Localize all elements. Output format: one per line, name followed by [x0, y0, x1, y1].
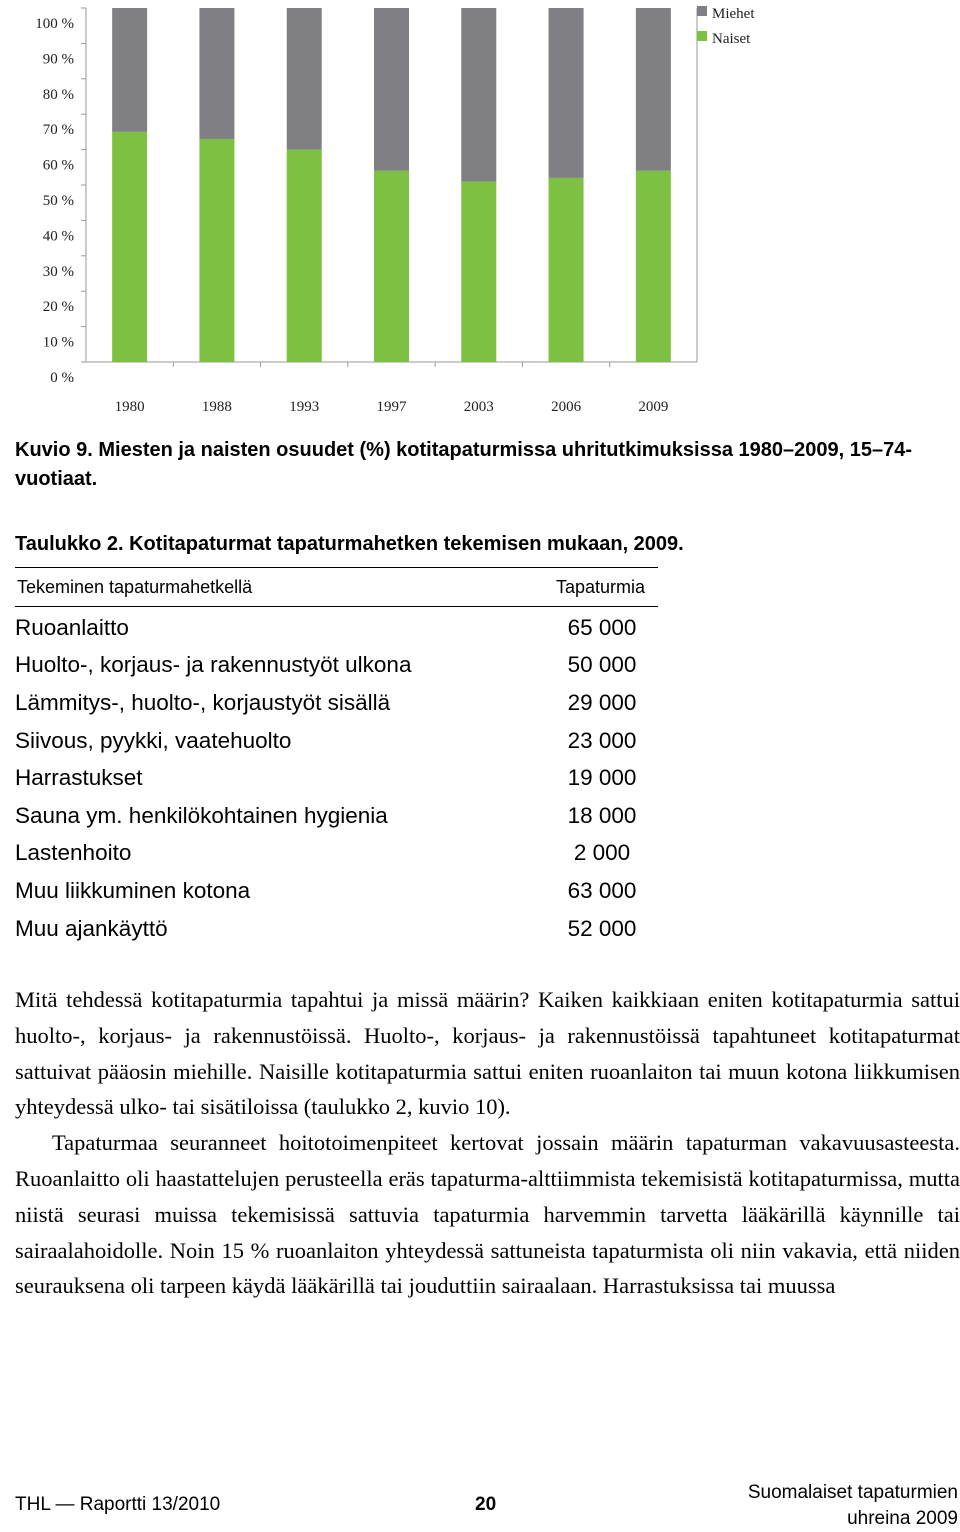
bar-naiset-1988: [199, 139, 234, 362]
bar-miehet-1980: [112, 8, 147, 132]
row-activity: Siivous, pyykki, vaatehuolto: [15, 727, 292, 753]
table-row: [15, 609, 658, 647]
row-activity: Lastenhoito: [15, 840, 132, 866]
bars: [112, 8, 671, 362]
footer-title-line2: uhreina 2009: [847, 1508, 958, 1529]
x-tick-label: 1980: [114, 399, 145, 415]
row-count: 50 000: [567, 652, 637, 678]
footer-title-line1: Suomalaiset tapaturmien: [747, 1482, 958, 1503]
footer-report: THL — Raportti 13/2010: [15, 1494, 221, 1515]
y-tick-label: 70 %: [42, 122, 74, 139]
table-row: [15, 835, 658, 873]
x-tick-label: 2006: [551, 399, 582, 415]
row-activity: Muu ajankäyttö: [15, 915, 168, 941]
row-count: 2 000: [573, 840, 631, 866]
row-count: 65 000: [567, 614, 637, 640]
header-activity: Tekeminen tapaturmahetkellä: [17, 576, 253, 597]
table-header: [15, 567, 658, 607]
row-activity: Muu liikkuminen kotona: [15, 877, 251, 903]
x-tick-label: 1993: [289, 399, 320, 415]
accident-table: [15, 567, 658, 947]
row-count: 52 000: [567, 915, 637, 941]
table-caption: Taulukko 2. Kotitapaturmat tapaturmahetken tekemisen mukaan, 2009.: [15, 533, 684, 555]
y-tick-label: 90 %: [42, 51, 74, 68]
bar-miehet-1997: [374, 8, 409, 171]
row-activity: Huolto-, korjaus- ja rakennustyöt ulkona: [15, 652, 412, 678]
bar-naiset-2009: [636, 171, 671, 362]
table-row: [15, 722, 658, 760]
bar-miehet-2009: [636, 8, 671, 171]
bar-naiset-1997: [374, 171, 409, 362]
bar-naiset-1980: [112, 132, 147, 362]
table-row: [15, 797, 658, 835]
y-tick-label: 0 %: [50, 370, 74, 386]
bar-miehet-1993: [287, 8, 322, 150]
bar-naiset-2003: [461, 181, 496, 362]
legend-swatch-miehet: [697, 6, 707, 16]
row-activity: Lämmitys-, huolto-, korjaustyöt sisällä: [15, 689, 391, 715]
footer-title: [748, 1480, 958, 1532]
x-axis-ticks: [115, 362, 669, 415]
y-tick-label: 20 %: [42, 299, 74, 316]
y-tick-label: 100 %: [35, 16, 74, 32]
x-tick-label: 1997: [376, 399, 407, 415]
bar-miehet-2006: [549, 8, 584, 178]
table-row: [15, 684, 658, 722]
legend-label-naiset: Naiset: [712, 31, 751, 47]
y-tick-label: 30 %: [42, 263, 74, 280]
y-tick-label: 60 %: [42, 157, 74, 174]
row-count: 23 000: [567, 727, 637, 753]
x-tick-label: 2009: [638, 399, 669, 415]
legend-label-miehet: Miehet: [712, 6, 755, 22]
y-axis-ticks: [35, 8, 86, 386]
y-tick-label: 40 %: [42, 228, 74, 245]
x-tick-label: 2003: [463, 399, 494, 415]
y-tick-label: 50 %: [42, 193, 74, 209]
table-row: [15, 759, 658, 797]
table-row: [15, 647, 658, 685]
table-body: [15, 609, 658, 947]
paragraph-1: Mitä tehdessä kotitapaturmia tapahtui ja missä määrin? Kaiken kaikkiaan eniten kotitapaturmia sattui huolto-, korjaus- ja rakennustöissä. Huolto-, korjaus- ja rakennustöissä tapahtuneet kotitapaturmat sattuivat pääosin miehille. Naisille kotitapaturmia sattui eniten ruoanlaiton tai muun kotona liikkumisen yhteydessä ulko- tai sisätiloissa (taulukko 2, kuvio 10).: [15, 987, 960, 1120]
legend: [697, 6, 755, 47]
row-count: 19 000: [567, 765, 637, 791]
x-tick-label: 1988: [201, 399, 232, 415]
page-number: 20: [475, 1494, 497, 1515]
bar-miehet-2003: [461, 8, 496, 181]
row-count: 63 000: [567, 877, 637, 903]
y-tick-label: 80 %: [42, 86, 74, 103]
bar-naiset-1993: [287, 150, 322, 362]
y-tick-label: 10 %: [42, 334, 74, 351]
bar-naiset-2006: [549, 178, 584, 362]
legend-swatch-naiset: [697, 31, 707, 41]
row-activity: Sauna ym. henkilökohtainen hygienia: [15, 802, 388, 828]
header-count: Tapaturmia: [555, 576, 645, 597]
row-activity: Harrastukset: [15, 765, 143, 791]
figure-caption: Kuvio 9. Miesten ja naisten osuudet (%) kotitapaturmissa uhritutkimuksissa 1980–2009, 15–74-vuotiaat.: [15, 439, 912, 490]
table-row: [15, 872, 658, 910]
bar-miehet-1988: [199, 8, 234, 139]
row-count: 18 000: [567, 802, 637, 828]
stacked-bar-chart: [0, 0, 960, 425]
table-row: [15, 910, 658, 948]
row-count: 29 000: [567, 689, 637, 715]
paragraph-2: Tapaturmaa seuranneet hoitotoimenpiteet kertovat jossain määrin tapaturman vakavuusasteesta. Ruoanlaitto oli haastattelujen perusteella eräs tapaturma-alttiimmista tekemisistä kotitapaturmissa, mutta niistä seurasi muissa tekemisissä sattuvia tapaturmia harvemmin tarvetta lääkärillä käynnille tai sairaalahoidolle. Noin 15 % ruoanlaiton yhteydessä sattuneista tapaturmista oli niin vakavia, että niiden seurauksena oli tarpeen käydä lääkärillä tai jouduttiin sairaalaan. Harrastuksissa tai muussa: [15, 1130, 960, 1299]
body-text: [15, 982, 960, 1304]
row-activity: Ruoanlaitto: [15, 614, 129, 640]
page-footer: [15, 1480, 960, 1529]
